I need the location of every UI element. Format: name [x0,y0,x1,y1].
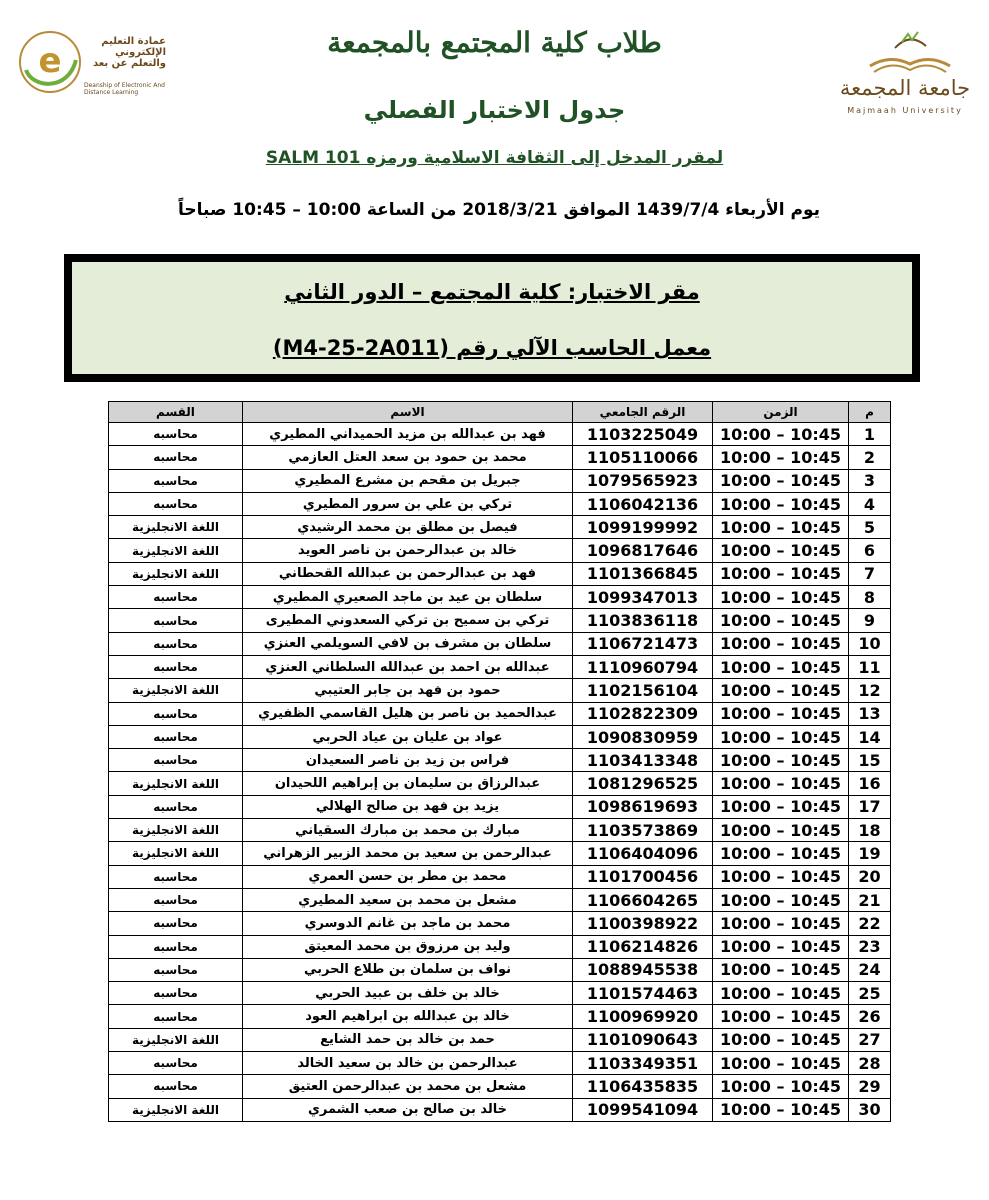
cell-num: 1 [849,423,891,446]
cell-num: 30 [849,1098,891,1121]
cell-num: 28 [849,1052,891,1075]
svg-text:e: e [38,41,62,81]
cell-dept: محاسبه [109,912,243,935]
table-row [109,492,891,515]
cell-time: 10:00 – 10:45 [713,888,849,911]
deanship-logo [18,22,166,107]
cell-dept: محاسبه [109,586,243,609]
header-dept: القسم [109,402,243,423]
cell-num: 14 [849,725,891,748]
date-line: يوم الأربعاء 1439/7/4 الموافق 2018/3/21 من الساعة 10:00 – 10:45 صباحاً [178,200,820,220]
cell-dept: محاسبه [109,469,243,492]
cell-dept: اللغة الانجليزية [109,562,243,585]
table-row [109,819,891,842]
page-subtitle: جدول الاختبار الفصلي [363,96,626,124]
venue-box [64,254,920,382]
cell-name: عبدالرحمن بن خالد بن سعيد الخالد [243,1052,573,1075]
cell-id: 1088945538 [573,958,713,981]
cell-name: عواد بن عليان بن عياد الحربي [243,725,573,748]
table-row [109,679,891,702]
cell-id: 1106404096 [573,842,713,865]
cell-dept: محاسبه [109,1052,243,1075]
cell-dept: محاسبه [109,749,243,772]
cell-num: 8 [849,586,891,609]
cell-name: وليد بن مرزوق بن محمد المعيتق [243,935,573,958]
cell-id: 1102156104 [573,679,713,702]
cell-name: سلطان بن مشرف بن لافي السويلمي العنزي [243,632,573,655]
cell-name: مشعل بن محمد بن عبدالرحمن العتيق [243,1075,573,1098]
cell-time: 10:00 – 10:45 [713,958,849,981]
cell-num: 29 [849,1075,891,1098]
table-row [109,935,891,958]
cell-name: تركي بن علي بن سرور المطيري [243,492,573,515]
cell-name: جبريل بن مقحم بن مشرع المطيري [243,469,573,492]
cell-dept: محاسبه [109,423,243,446]
cell-name: عبدالرحمن بن سعيد بن محمد الزبير الزهراني [243,842,573,865]
table-row [109,1052,891,1075]
cell-time: 10:00 – 10:45 [713,1098,849,1121]
deanship-name-en: Deanship of Electronic And Distance Learning [84,82,165,96]
cell-id: 1106604265 [573,888,713,911]
table-row [109,865,891,888]
cell-dept: محاسبه [109,795,243,818]
table-row [109,725,891,748]
cell-dept: اللغة الانجليزية [109,679,243,702]
cell-id: 1101700456 [573,865,713,888]
cell-time: 10:00 – 10:45 [713,819,849,842]
cell-name: فهد بن عبدالرحمن بن عبدالله القحطاني [243,562,573,585]
cell-time: 10:00 – 10:45 [713,539,849,562]
cell-id: 1101574463 [573,982,713,1005]
course-line: لمقرر المدخل إلى الثقافة الاسلامية ورمزه SALM 101 [265,148,724,168]
cell-time: 10:00 – 10:45 [713,982,849,1005]
table-row [109,469,891,492]
table-row [109,795,891,818]
university-name-en: Majmaah University [847,106,963,115]
university-name-ar: جامعة المجمعة [839,76,971,100]
university-logo [820,26,980,116]
cell-name: محمد بن حمود بن سعد العتل العازمي [243,446,573,469]
cell-name: مشعل بن محمد بن سعيد المطيري [243,888,573,911]
cell-num: 11 [849,655,891,678]
cell-id: 1100398922 [573,912,713,935]
cell-dept: اللغة الانجليزية [109,842,243,865]
table-row [109,423,891,446]
cell-id: 1101366845 [573,562,713,585]
deanship-name-ar: عمادة التعليم الإلكتروني والتعلم عن بعد [92,36,166,69]
cell-num: 12 [849,679,891,702]
cell-num: 17 [849,795,891,818]
cell-name: عبدالله بن احمد بن عبدالله السلطاني العنزي [243,655,573,678]
cell-num: 24 [849,958,891,981]
cell-time: 10:00 – 10:45 [713,842,849,865]
cell-dept: محاسبه [109,725,243,748]
page-title: طلاب كلية المجتمع بالمجمعة [327,26,662,59]
cell-dept: اللغة الانجليزية [109,772,243,795]
cell-num: 20 [849,865,891,888]
cell-name: خالد بن صالح بن صعب الشمري [243,1098,573,1121]
table-row [109,562,891,585]
cell-name: تركي بن سميح بن تركي السعدوني المطيرى [243,609,573,632]
venue-location: مقر الاختبار: كلية المجتمع – الدور الثاني [284,280,700,304]
cell-id: 1106042136 [573,492,713,515]
cell-dept: محاسبه [109,958,243,981]
cell-time: 10:00 – 10:45 [713,1028,849,1051]
cell-dept: محاسبه [109,609,243,632]
students-table [108,401,891,1122]
cell-time: 10:00 – 10:45 [713,1052,849,1075]
table-row [109,655,891,678]
cell-time: 10:00 – 10:45 [713,609,849,632]
cell-num: 22 [849,912,891,935]
cell-num: 9 [849,609,891,632]
cell-num: 10 [849,632,891,655]
cell-id: 1099347013 [573,586,713,609]
cell-time: 10:00 – 10:45 [713,1075,849,1098]
cell-dept: اللغة الانجليزية [109,539,243,562]
cell-id: 1081296525 [573,772,713,795]
cell-num: 2 [849,446,891,469]
cell-num: 25 [849,982,891,1005]
cell-id: 1105110066 [573,446,713,469]
cell-name: سلطان بن عيد بن ماجد الصعيري المطيري [243,586,573,609]
cell-time: 10:00 – 10:45 [713,423,849,446]
venue-lab: معمل الحاسب الآلي رقم (M4-25-2A011) [272,336,712,360]
cell-name: عبدالحميد بن ناصر بن هليل القاسمي الظفيري [243,702,573,725]
cell-id: 1106435835 [573,1075,713,1098]
header-time: الزمن [713,402,849,423]
cell-name: نواف بن سلمان بن طلاع الحربي [243,958,573,981]
header-num: م [849,402,891,423]
cell-id: 1101090643 [573,1028,713,1051]
table-row [109,1005,891,1028]
cell-dept: محاسبه [109,632,243,655]
cell-dept: محاسبه [109,865,243,888]
table-row [109,749,891,772]
cell-num: 13 [849,702,891,725]
cell-name: محمد بن ماجد بن غانم الدوسري [243,912,573,935]
cell-time: 10:00 – 10:45 [713,492,849,515]
cell-name: حمد بن خالد بن حمد الشايع [243,1028,573,1051]
cell-dept: محاسبه [109,1075,243,1098]
cell-dept: محاسبه [109,492,243,515]
table-row [109,586,891,609]
table-row [109,702,891,725]
cell-time: 10:00 – 10:45 [713,935,849,958]
cell-num: 5 [849,516,891,539]
cell-id: 1110960794 [573,655,713,678]
cell-id: 1106721473 [573,632,713,655]
cell-num: 26 [849,1005,891,1028]
cell-name: حمود بن فهد بن جابر العتيبي [243,679,573,702]
cell-time: 10:00 – 10:45 [713,725,849,748]
cell-num: 4 [849,492,891,515]
cell-name: خالد بن عبدالرحمن بن ناصر العويد [243,539,573,562]
table-row [109,772,891,795]
cell-time: 10:00 – 10:45 [713,1005,849,1028]
cell-name: محمد بن مطر بن حسن العمري [243,865,573,888]
cell-time: 10:00 – 10:45 [713,446,849,469]
cell-id: 1090830959 [573,725,713,748]
header-id: الرقم الجامعي [573,402,713,423]
cell-name: خالد بن خلف بن عبيد الحربي [243,982,573,1005]
table-row [109,516,891,539]
cell-num: 18 [849,819,891,842]
cell-time: 10:00 – 10:45 [713,516,849,539]
cell-num: 6 [849,539,891,562]
cell-name: فراس بن زيد بن ناصر السعيدان [243,749,573,772]
table-row [109,1098,891,1121]
cell-dept: محاسبه [109,702,243,725]
cell-dept: محاسبه [109,935,243,958]
cell-id: 1103413348 [573,749,713,772]
table-row [109,1075,891,1098]
cell-dept: محاسبه [109,1005,243,1028]
cell-time: 10:00 – 10:45 [713,655,849,678]
cell-num: 7 [849,562,891,585]
cell-id: 1103225049 [573,423,713,446]
cell-time: 10:00 – 10:45 [713,912,849,935]
cell-id: 1100969920 [573,1005,713,1028]
table-row [109,958,891,981]
cell-time: 10:00 – 10:45 [713,469,849,492]
cell-id: 1099199992 [573,516,713,539]
cell-dept: محاسبه [109,446,243,469]
cell-time: 10:00 – 10:45 [713,586,849,609]
cell-num: 15 [849,749,891,772]
table-body [109,423,891,1122]
cell-id: 1106214826 [573,935,713,958]
cell-id: 1096817646 [573,539,713,562]
table-row [109,609,891,632]
cell-name: عبدالرزاق بن سليمان بن إبراهيم اللحيدان [243,772,573,795]
cell-time: 10:00 – 10:45 [713,632,849,655]
cell-id: 1098619693 [573,795,713,818]
cell-name: يزيد بن فهد بن صالح الهلالي [243,795,573,818]
cell-time: 10:00 – 10:45 [713,772,849,795]
cell-num: 3 [849,469,891,492]
cell-name: فيصل بن مطلق بن محمد الرشيدي [243,516,573,539]
cell-id: 1102822309 [573,702,713,725]
cell-time: 10:00 – 10:45 [713,749,849,772]
open-book-icon [860,26,960,76]
venue-inner [71,261,913,375]
table-row [109,1028,891,1051]
cell-time: 10:00 – 10:45 [713,679,849,702]
cell-num: 23 [849,935,891,958]
cell-name: فهد بن عبدالله بن مزيد الحميداني المطيري [243,423,573,446]
cell-time: 10:00 – 10:45 [713,795,849,818]
table-row [109,632,891,655]
table-row [109,842,891,865]
cell-num: 21 [849,888,891,911]
cell-name: خالد بن عبدالله بن ابراهيم العود [243,1005,573,1028]
cell-dept: اللغة الانجليزية [109,1098,243,1121]
table-header-row [109,402,891,423]
table-row [109,446,891,469]
cell-dept: محاسبه [109,655,243,678]
cell-id: 1103836118 [573,609,713,632]
cell-id: 1079565923 [573,469,713,492]
cell-id: 1099541094 [573,1098,713,1121]
cell-id: 1103349351 [573,1052,713,1075]
cell-num: 19 [849,842,891,865]
table-row [109,888,891,911]
cell-time: 10:00 – 10:45 [713,562,849,585]
cell-num: 16 [849,772,891,795]
table-row [109,912,891,935]
cell-name: مبارك بن محمد بن مبارك السقياني [243,819,573,842]
header-name: الاسم [243,402,573,423]
cell-time: 10:00 – 10:45 [713,865,849,888]
cell-time: 10:00 – 10:45 [713,702,849,725]
e-learning-logo-icon [18,30,82,94]
cell-dept: اللغة الانجليزية [109,516,243,539]
table-row [109,982,891,1005]
table-row [109,539,891,562]
cell-dept: اللغة الانجليزية [109,1028,243,1051]
cell-id: 1103573869 [573,819,713,842]
cell-dept: اللغة الانجليزية [109,819,243,842]
cell-dept: محاسبه [109,982,243,1005]
cell-dept: محاسبه [109,888,243,911]
cell-num: 27 [849,1028,891,1051]
